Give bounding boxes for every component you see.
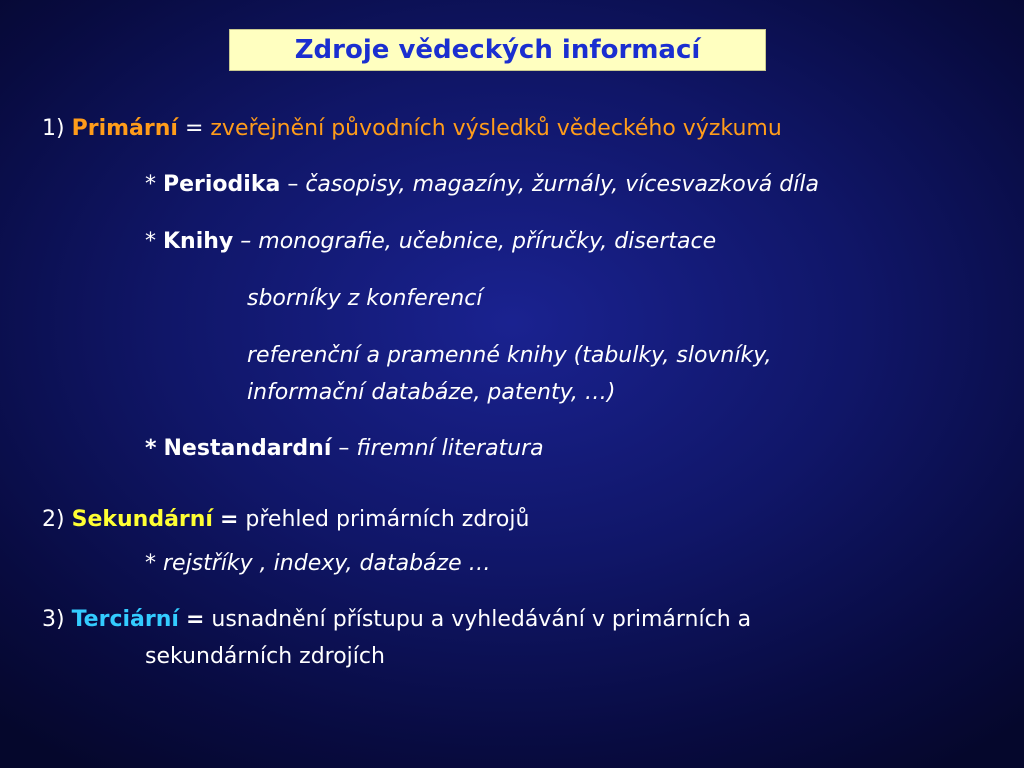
item-number: 3) [42, 607, 65, 632]
item-definition-primary: zveřejnění původních výsledků vědeckého výzkumu [210, 116, 782, 141]
subitem-term-knihy: Knihy [163, 229, 234, 254]
slide-title [229, 29, 766, 71]
item-primary [42, 114, 782, 144]
item-equals: = [219, 507, 239, 532]
item-number: 1) [42, 116, 65, 141]
subitem-examples-nestandardni: firemní literatura [356, 436, 544, 461]
item-term-primary: Primární [71, 116, 178, 141]
subitem-term-periodika: Periodika [163, 172, 281, 197]
subitem-term-nestandardni: Nestandardní [163, 436, 332, 461]
item-number: 2) [42, 507, 65, 532]
subitem-periodika [145, 170, 819, 200]
subitem-dash: – [240, 229, 252, 254]
subitem-knihy-continuation: informační databáze, patenty, …) [247, 380, 616, 405]
item-equals: = [184, 116, 204, 141]
item-term-tertiary: Terciární [71, 607, 179, 632]
item-tertiary-continuation: sekundárních zdrojích [145, 644, 385, 669]
subitem-bullet: * [145, 436, 157, 461]
item-secondary [42, 505, 529, 535]
subitem-bullet: * [145, 229, 156, 254]
subitem-dash: – [338, 436, 350, 461]
subitem-examples-knihy: monografie, učebnice, příručky, disertace [258, 229, 717, 254]
subitem-knihy-continuation: sborníky z konferencí [247, 286, 483, 311]
item-term-secondary: Sekundární [71, 507, 213, 532]
item-tertiary [42, 605, 751, 635]
item-definition-secondary: přehled primárních zdrojů [245, 507, 530, 532]
item-definition-tertiary: usnadnění přístupu a vyhledávání v primárních a [211, 607, 752, 632]
slide-title-text: Zdroje vědeckých informací [294, 35, 701, 65]
subitem-bullet: * [145, 172, 156, 197]
subitem-examples-periodika: časopisy, magazíny, žurnály, vícesvazková díla [305, 172, 819, 197]
item-equals: = [185, 607, 205, 632]
subitem-dash: – [287, 172, 299, 197]
subitem-knihy-continuation: referenční a pramenné knihy (tabulky, slovníky, [247, 343, 772, 368]
subitem-nestandardni [145, 434, 544, 464]
item-secondary-note: * rejstříky , indexy, databáze … [145, 551, 491, 576]
subitem-knihy [145, 227, 716, 257]
